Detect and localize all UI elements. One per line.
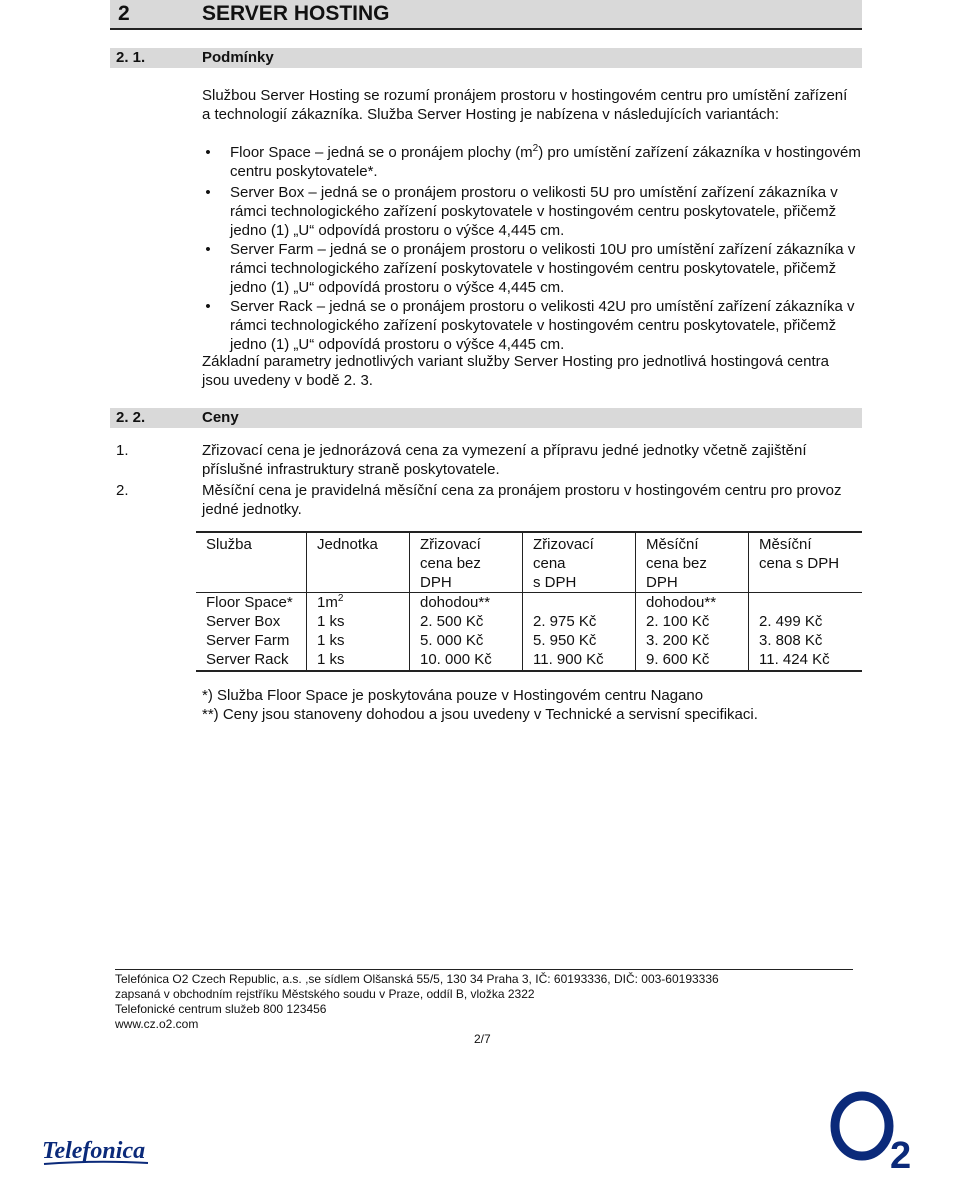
variant-list (202, 143, 862, 354)
table-cell: 11. 424 Kč (749, 650, 863, 671)
superscript: 2 (532, 143, 539, 154)
bullet-icon: • (205, 241, 211, 258)
company-footer (115, 972, 719, 1032)
page-number: 2/7 (474, 1032, 491, 1046)
table-cell: 5. 000 Kč (410, 631, 523, 650)
bullet-text: Server Farm – jedná se o pronájem prostoru o velikosti 10U pro umístění zařízení zákazníka v rámci technologického zařízení poskytovatele v hostingovém centru poskytovatele, přičemž jedno (1) „U“ odpovídá prostoru o výšce 4,445 cm. (230, 241, 856, 296)
table-cell: Server Rack (196, 650, 307, 671)
footer-line: zapsaná v obchodním rejstříku Městského soudu v Praze, oddíl B, vložka 2322 (115, 987, 535, 1001)
subsection-title: Podmínky (202, 49, 274, 66)
table-cell: 10. 000 Kč (410, 650, 523, 671)
table-cell: 2. 500 Kč (410, 612, 523, 631)
table-cell: 2. 499 Kč (749, 612, 863, 631)
item-number: 1. (116, 442, 129, 459)
column-header: Měsíční cena s DPH (749, 532, 863, 593)
footnote-agreement: **) Ceny jsou stanoveny dohodou a jsou uvedeny v Technické a servisní specifikaci. (202, 706, 758, 723)
telefonica-logo (40, 1130, 152, 1170)
table-cell: 9. 600 Kč (636, 650, 749, 671)
o2-logo (828, 1088, 920, 1174)
column-header: Zřizovací cena bez DPH (410, 532, 523, 593)
column-header: Služba (196, 532, 307, 593)
table-row (196, 593, 862, 613)
telefonica-logo-text: Telefonica (42, 1138, 146, 1164)
table-row (196, 650, 862, 671)
table-cell: dohodou** (636, 593, 749, 613)
column-header: Zřizovací cena s DPH (523, 532, 636, 593)
subsection-heading-prices (110, 408, 862, 428)
item-text: Zřizovací cena je jednorázová cena za vymezení a přípravu jedné jednotky včetně zajištění příslušné infrastruktury straně poskytovatele. (202, 442, 807, 478)
table-cell: $1m^2$ (307, 593, 410, 613)
table-cell: 5. 950 Kč (523, 631, 636, 650)
table-cell (523, 593, 636, 613)
footer-divider (115, 969, 853, 970)
table-row (196, 612, 862, 631)
list-item (202, 297, 862, 354)
footer-line: Telefónica O2 Czech Republic, a.s. ,se sídlem Olšanská 55/5, 130 34 Praha 3, IČ: 60193336, DIČ: 003-60193336 (115, 972, 719, 986)
footer-line: Telefonické centrum služeb 800 123456 (115, 1002, 327, 1016)
list-item (116, 441, 862, 479)
bullet-icon: • (205, 298, 211, 315)
table-cell: 2. 975 Kč (523, 612, 636, 631)
section-number: 2 (118, 2, 130, 25)
subsection-number: 2. 1. (116, 49, 146, 66)
bullet-text: Server Box – jedná se o pronájem prostoru o velikosti 5U pro umístění zařízení zákazníka v rámci technologického zařízení poskytovatele v hostingovém centru poskytovatele, přičemž jedno (1) „U“ odpovídá prostoru o výšce 4,445 cm. (230, 184, 838, 239)
table-cell: Server Farm (206, 632, 290, 649)
section-title: SERVER HOSTING (202, 2, 390, 25)
column-header: Měsíční cena bez DPH (636, 532, 749, 593)
subsection-heading-conditions (110, 48, 862, 68)
svg-text:2: 2 (890, 1135, 912, 1174)
column-header: Jednotka (307, 532, 410, 593)
section-heading (110, 0, 862, 30)
table-cell (749, 593, 863, 613)
price-table (196, 531, 862, 672)
footer-website-link[interactable]: www.cz.o2.com (115, 1017, 199, 1031)
table-cell: 3. 808 Kč (749, 631, 863, 650)
table-cell: 3. 200 Kč (636, 631, 749, 650)
table-header-row (196, 532, 862, 593)
bullet-text: Server Rack – jedná se o pronájem prostoru o velikosti 42U pro umístění zařízení zákazníka v rámci technologického zařízení poskytovatele v hostingovém centru poskytovatele, přičemž jedno (1) „U“ odpovídá prostoru o výšce 4,445 cm. (230, 298, 855, 353)
subsection-number: 2. 2. (116, 409, 146, 426)
table-row (196, 631, 862, 650)
item-number: 2. (116, 482, 129, 499)
outro-paragraph: Základní parametry jednotlivých variant služby Server Hosting pro jednotlivá hostingová centra jsou uvedeny v bodě 2. 3. (202, 353, 829, 389)
footnote-floor-space: *) Služba Floor Space je poskytována pouze v Hostingovém centru Nagano (202, 687, 704, 704)
bullet-icon: • (205, 184, 211, 201)
bullet-icon: • (205, 144, 211, 161)
table-cell: dohodou** (410, 593, 523, 613)
table-cell: 1 ks (307, 631, 410, 650)
intro-paragraph: Službou Server Hosting se rozumí pronájem prostoru v hostingovém centru pro umístění zařízení a technologií zákazníka. Služba Server Hosting je nabízena v následujících variantách: (202, 87, 848, 123)
bullet-text-before: Floor Space – jedná se o pronájem plochy (m (230, 144, 533, 161)
table-cell: Server Box (206, 613, 281, 630)
subsection-title: Ceny (202, 409, 239, 426)
table-cell: 2. 100 Kč (636, 612, 749, 631)
list-item (202, 183, 862, 240)
table-cell: 11. 900 Kč (523, 650, 636, 671)
table-cell: Floor Space* (206, 594, 293, 611)
table-cell: 1 ks (307, 650, 410, 671)
list-item (202, 240, 862, 297)
price-definitions (116, 441, 862, 519)
list-item (116, 481, 862, 519)
table-cell: 1 ks (307, 612, 410, 631)
bullet-text-after: ) pro umístění zařízení zákazníka v hostingovém centru poskytovatele*. (230, 144, 861, 180)
item-text: Měsíční cena je pravidelná měsíční cena za pronájem prostoru v hostingovém centru pro provoz jedné jednotky. (202, 482, 842, 518)
list-item (202, 143, 862, 181)
